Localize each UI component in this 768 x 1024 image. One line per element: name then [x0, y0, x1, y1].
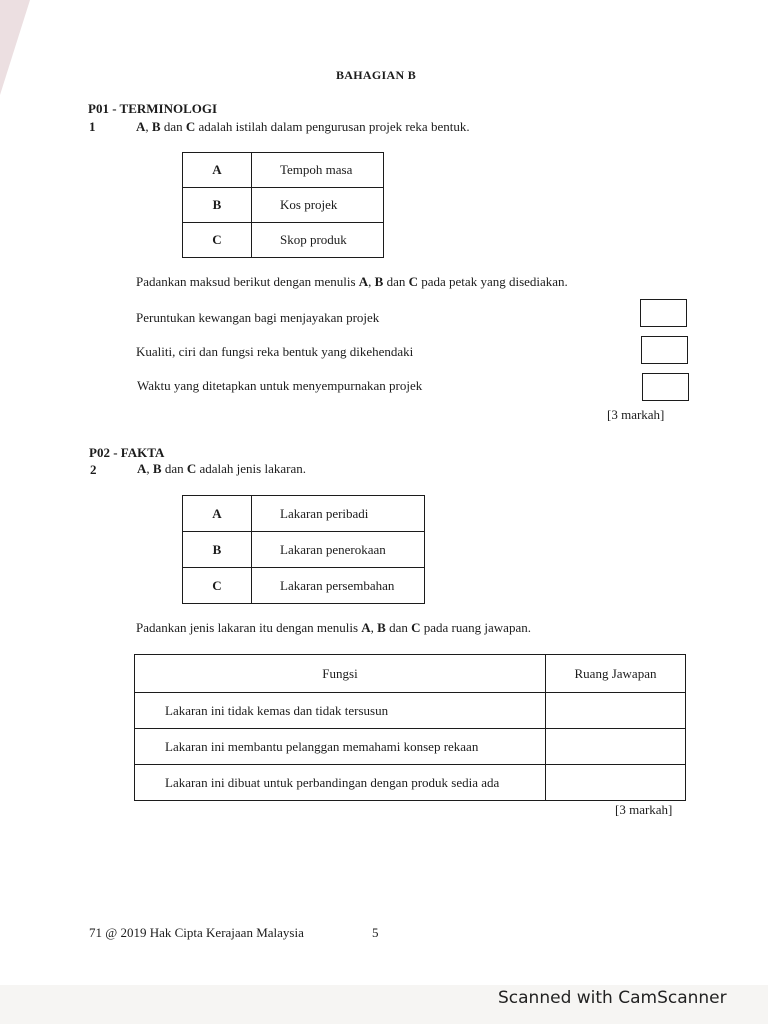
- text-segment: C: [185, 119, 196, 134]
- answer-fungsi-cell: Lakaran ini membantu pelanggan memahami konsep rekaan: [135, 729, 546, 765]
- q1-statement-1: Peruntukan kewangan bagi menjayakan projek: [136, 310, 380, 325]
- q1-term-key: B: [183, 188, 252, 223]
- q1-terms-table: [182, 152, 384, 258]
- q1-term-key: C: [183, 223, 252, 258]
- q1-prompt: [136, 119, 470, 135]
- text-segment: C: [186, 461, 197, 476]
- answer-table-row: [135, 693, 686, 729]
- q2-sketch-key: C: [183, 568, 252, 604]
- q1-term-value: Kos projek: [252, 188, 384, 223]
- q1-answer-box-1[interactable]: [640, 299, 687, 327]
- text-segment: ,: [146, 461, 153, 476]
- q2-marks: [3 markah]: [615, 802, 673, 817]
- section-title: BAHAGIAN B: [336, 68, 417, 82]
- text-segment: B: [152, 461, 162, 476]
- q2-sketch-row: [183, 532, 425, 568]
- text-segment: A: [358, 274, 369, 289]
- q1-term-row: [183, 188, 384, 223]
- text-segment: A: [361, 620, 371, 635]
- q2-number: 2: [90, 462, 97, 477]
- text-segment: C: [411, 620, 421, 635]
- q1-statement-3: Waktu yang ditetapkan untuk menyempurnakan projek: [137, 378, 423, 393]
- q2-sketch-key: A: [183, 496, 252, 532]
- text-segment: dan: [385, 620, 412, 635]
- answer-table-row: [135, 765, 686, 801]
- footer-copyright: 71 @ 2019 Hak Cipta Kerajaan Malaysia: [89, 925, 304, 940]
- q2-answer-table: [134, 654, 686, 801]
- q2-sketch-row: [183, 568, 425, 604]
- q2-sketch-body: [183, 496, 425, 604]
- q2-sketch-row: [183, 496, 425, 532]
- text-segment: C: [408, 274, 418, 289]
- text-segment: dan: [161, 461, 187, 476]
- q1-heading: P01 - TERMINOLOGI: [88, 101, 218, 116]
- footer-page-number: 5: [372, 925, 379, 940]
- text-segment: Padankan jenis lakaran itu dengan menulis: [136, 620, 362, 635]
- q2-prompt: [137, 461, 306, 477]
- q2-sketch-value: Lakaran penerokaan: [252, 532, 425, 568]
- answer-fungsi-cell: Lakaran ini dibuat untuk perbandingan dengan produk sedia ada: [135, 765, 546, 801]
- text-segment: ,: [370, 620, 378, 635]
- q1-answer-box-2[interactable]: [641, 336, 688, 364]
- q1-term-row: [183, 223, 384, 258]
- text-segment: pada ruang jawapan.: [420, 620, 531, 635]
- q1-term-key: A: [183, 153, 252, 188]
- text-segment: adalah istilah dalam pengurusan projek reka bentuk.: [195, 119, 470, 134]
- text-segment: A: [136, 119, 146, 134]
- q2-sketch-value: Lakaran persembahan: [252, 568, 425, 604]
- answer-fungsi-cell: Lakaran ini tidak kemas dan tidak tersusun: [135, 693, 546, 729]
- page-corner-shadow: [0, 0, 30, 95]
- q1-term-row: [183, 153, 384, 188]
- text-segment: Padankan maksud berikut dengan menulis: [136, 274, 359, 289]
- q2-sketch-key: B: [183, 532, 252, 568]
- q2-sketch-table: [182, 495, 425, 604]
- answer-space-cell[interactable]: [546, 693, 686, 729]
- camscanner-watermark: Scanned with CamScanner: [498, 988, 727, 1008]
- answer-table-header-fungsi: Fungsi: [135, 655, 546, 693]
- text-segment: B: [374, 274, 384, 289]
- answer-table-header-ruang: Ruang Jawapan: [546, 655, 686, 693]
- q2-instruction: [136, 620, 531, 636]
- q1-answer-box-3[interactable]: [642, 373, 689, 401]
- text-segment: A: [137, 461, 147, 476]
- answer-space-cell[interactable]: [546, 765, 686, 801]
- text-segment: ,: [368, 274, 375, 289]
- q1-instruction: [136, 274, 568, 290]
- answer-table-row: [135, 729, 686, 765]
- text-segment: B: [377, 620, 386, 635]
- q2-sketch-value: Lakaran peribadi: [252, 496, 425, 532]
- q2-answer-body: [135, 693, 686, 801]
- answer-space-cell[interactable]: [546, 729, 686, 765]
- q1-terms-body: [183, 153, 384, 258]
- text-segment: adalah jenis lakaran.: [196, 461, 306, 476]
- text-segment: dan: [160, 119, 186, 134]
- q2-heading: P02 - FAKTA: [89, 445, 165, 460]
- q1-marks: [3 markah]: [607, 407, 665, 422]
- text-segment: B: [151, 119, 161, 134]
- text-segment: ,: [145, 119, 152, 134]
- q1-statement-2: Kualiti, ciri dan fungsi reka bentuk yang dikehendaki: [136, 344, 414, 359]
- text-segment: dan: [383, 274, 409, 289]
- q1-term-value: Skop produk: [252, 223, 384, 258]
- text-segment: pada petak yang disediakan.: [418, 274, 568, 289]
- q1-term-value: Tempoh masa: [252, 153, 384, 188]
- q1-number: 1: [89, 119, 96, 134]
